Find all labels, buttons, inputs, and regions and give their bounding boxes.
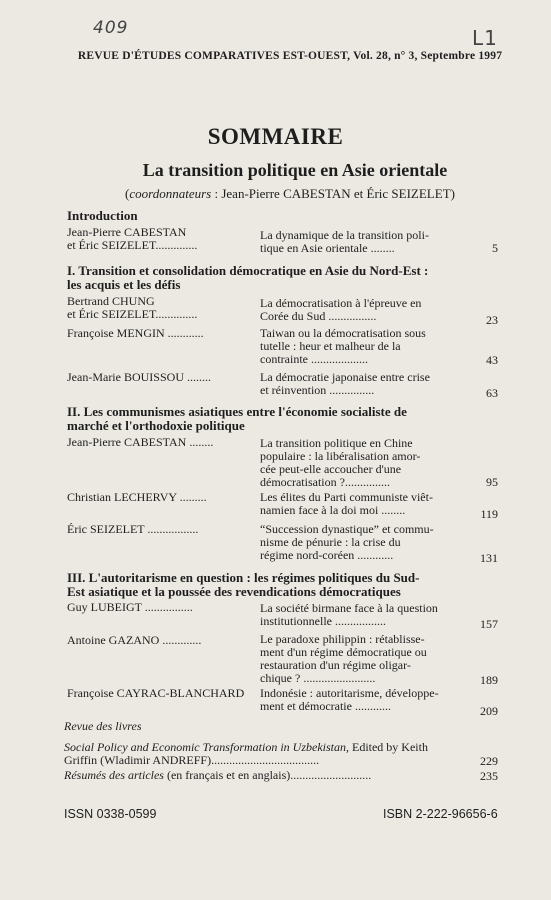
reviews-heading: Revue des livres: [64, 719, 142, 733]
book-review-page: 229: [480, 754, 498, 768]
entry-author: Guy LUBEIGT ................: [67, 600, 193, 614]
entry-title: Le paradoxe philippin : rétablisse- ment d'un régime démocratique ou restauration d'un régime oligar- chique ? ........................: [260, 632, 427, 685]
journal-header: REVUE D'ÉTUDES COMPARATIVES EST-OUEST, Vol. 28, n° 3, Septembre 1997: [77, 50, 503, 62]
entry-title: Indonésie : autoritarisme, développe- ment et démocratie ............: [260, 686, 439, 713]
entry-page: 43: [486, 353, 498, 367]
entry-page: 157: [480, 617, 498, 631]
entry-author: Françoise MENGIN ............: [67, 326, 204, 340]
entry-title: La démocratisation à l'épreuve en Corée du Sud ................: [260, 296, 422, 323]
coordinators-names: : Jean-Pierre CABESTAN et Éric SEIZELET): [211, 186, 455, 201]
issue-theme: La transition politique en Asie orientale: [142, 160, 448, 180]
book-title: Social Policy and Economic Transformation in Uzbekistan: [64, 740, 346, 754]
book-review-entry: [64, 741, 484, 767]
entry-author: Christian LECHERVY .........: [67, 490, 207, 504]
section-title-1: I. Transition et consolidation démocratique en Asie du Nord-Est : les acquis et les défis: [67, 263, 429, 292]
entry-title: Les élites du Parti communiste viêt- namien face à la doi moi ........: [260, 490, 433, 517]
entry-author: Françoise CAYRAC-BLANCHARD: [67, 686, 245, 700]
entry-page: 5: [492, 241, 498, 255]
entry-author: Jean-Pierre CABESTAN et Éric SEIZELET..............: [67, 225, 198, 252]
abstracts-details: (en français et en anglais)...........................: [163, 768, 372, 782]
coordinators-line: [0, 186, 551, 202]
abstracts-entry: [64, 769, 484, 782]
entry-author: Bertrand CHUNG et Éric SEIZELET..............: [67, 294, 198, 321]
isbn-number: ISBN 2-222-96656-6: [383, 807, 498, 821]
entry-title: La dynamique de la transition poli- tique en Asie orientale ........: [260, 228, 429, 255]
entry-page: 209: [480, 704, 498, 718]
section-title-3: III. L'autoritarisme en question : les régimes politiques du Sud- Est asiatique et la poussée des revendications démocratiques: [67, 570, 420, 599]
entry-author: Éric SEIZELET .................: [67, 522, 199, 536]
entry-author: Antoine GAZANO .............: [67, 633, 202, 647]
entry-page: 95: [486, 475, 498, 489]
coordinators-open: (: [125, 186, 130, 201]
issn-number: ISSN 0338-0599: [64, 807, 157, 821]
handwritten-number: 409: [93, 18, 129, 38]
handwritten-code: L1: [472, 26, 498, 50]
page-title: SOMMAIRE: [207, 124, 344, 149]
entry-title: La société birmane face à la question institutionnelle .................: [260, 601, 438, 628]
entry-page: 23: [486, 313, 498, 327]
entry-title: “Succession dynastique” et commu- nisme de pénurie : la crise du régime nord-coréen ............: [260, 522, 434, 562]
book-details: , Edited by Keith Griffin (Wladimir ANDREFF)....................................: [64, 740, 428, 767]
abstracts-page: 235: [480, 769, 498, 783]
entry-page: 189: [480, 673, 498, 687]
entry-page: 131: [480, 551, 498, 565]
abstracts-title: Résumés des articles: [64, 768, 164, 782]
entry-title: La transition politique en Chine populaire : la libéralisation amor- cée peut-elle accoucher d'une démocratisation ?...............: [260, 436, 421, 489]
entry-page: 119: [480, 507, 498, 521]
entry-author: Jean-Marie BOUISSOU ........: [67, 370, 211, 384]
section-title-introduction: Introduction: [67, 208, 138, 223]
entry-title: Taiwan ou la démocratisation sous tutelle : heur et malheur de la contrainte ...................: [260, 326, 426, 366]
coordinators-label: coordonnateurs: [129, 186, 212, 201]
section-title-2: II. Les communismes asiatiques entre l'économie socialiste de marché et l'orthodoxie politique: [67, 404, 407, 433]
entry-title: La démocratie japonaise entre crise et réinvention ...............: [260, 370, 430, 397]
entry-author: Jean-Pierre CABESTAN ........: [67, 435, 214, 449]
entry-page: 63: [486, 386, 498, 400]
